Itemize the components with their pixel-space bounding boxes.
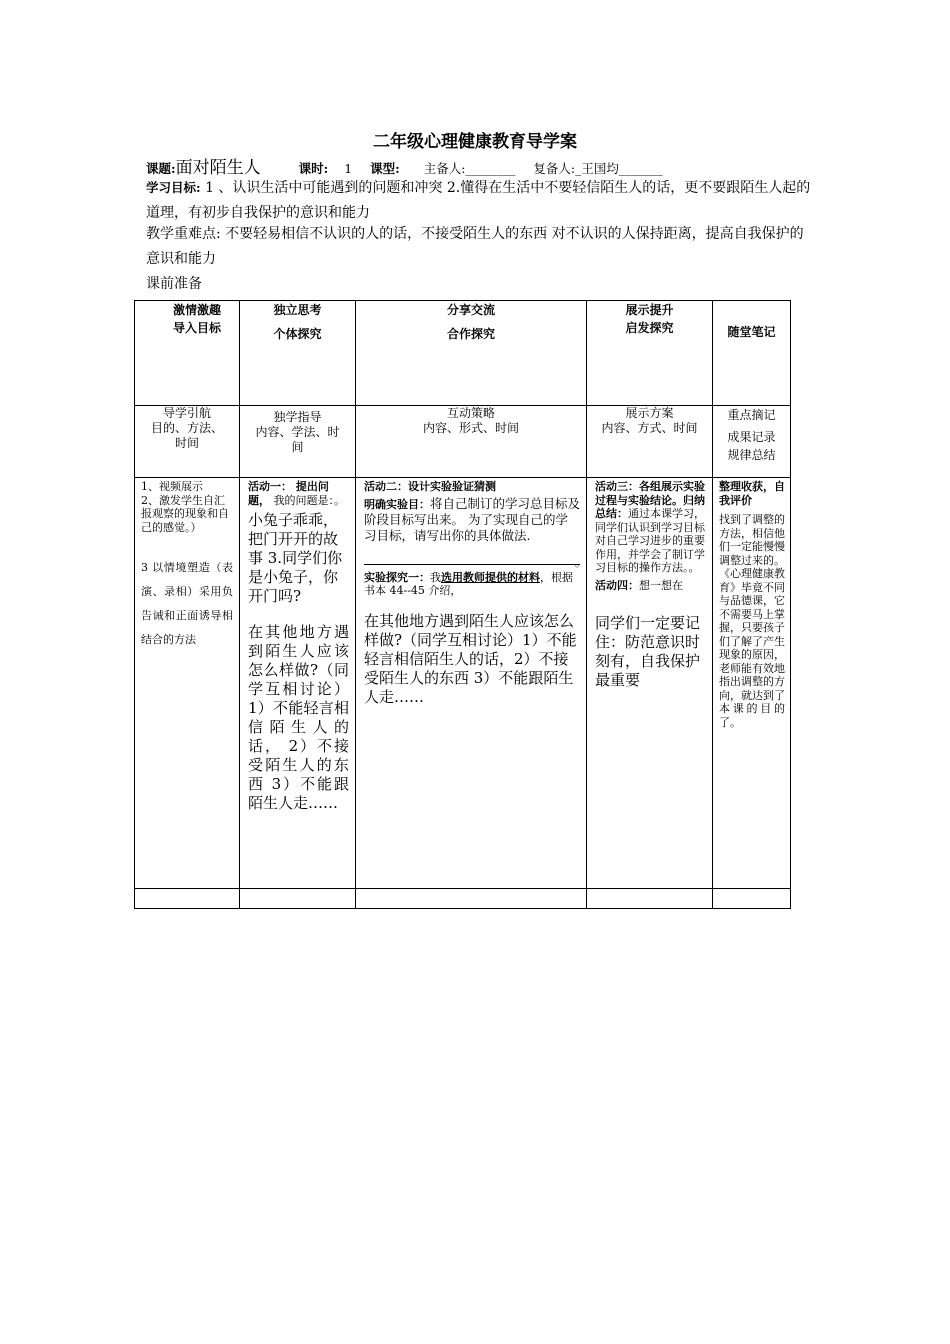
header-cell: 展示提升 启发探究 bbox=[587, 301, 713, 406]
goals-label: 学习目标: bbox=[146, 180, 201, 195]
footer-cell bbox=[135, 889, 240, 909]
discussion-text: 在其他地方遇到陌生人应该怎么样做?（同学互相讨论） 1）不能轻言相信陌生人的话， 2）不接受陌生人的东西 3）不能跟陌生人走…… bbox=[248, 623, 349, 812]
subheader-cell: 展示方案 内容、方式、时间 bbox=[587, 406, 713, 478]
explore-material: 选用教师提供的材料 bbox=[441, 570, 540, 584]
notes-text: 找到了调整的方法，相信他们一定能慢慢调整过来的。《心理健康教育》毕竟不同与品德课，它不需要马上掌握，只要孩子们了解了产生现象的原因，老师能有效地指出调整的方向，就达到了本课的目的了。 bbox=[719, 513, 785, 729]
content-row bbox=[135, 478, 791, 889]
header-row bbox=[135, 301, 791, 406]
footer-cell bbox=[587, 889, 713, 909]
subheader-cell: 独学指导 内容、学法、时 间 bbox=[240, 406, 356, 478]
activity-1-label: 活动一： 提出问题， bbox=[248, 480, 329, 507]
footer-cell bbox=[240, 889, 356, 909]
pre-class-prep: 课前准备 bbox=[146, 276, 202, 292]
type-label: 课型: bbox=[370, 161, 400, 176]
footer-cell bbox=[356, 889, 587, 909]
co-preparer: 复备人:_王国均_______ bbox=[533, 161, 663, 176]
activity-1-text: 我的问题是：。 bbox=[270, 493, 345, 507]
presentation-cell bbox=[587, 478, 713, 889]
lesson-plan-table bbox=[134, 300, 791, 909]
footer-row bbox=[135, 889, 791, 909]
page-title: 二年级心理健康教育导学案 bbox=[373, 132, 577, 152]
footer-cell bbox=[713, 889, 791, 909]
individual-cell bbox=[240, 478, 356, 889]
cooperative-cell: 活动二：设计实验验证猜测 明确实验目：将自己制订的学习总目标及阶段目标写出来。 为了实现自己的学习目标，请写出你的具体做法. 。 实验探究一：我选用教师提供的材料，根据书本 44--45 介绍， 在其他地方遇到陌生人应该怎么样做?（同学互相讨论）1）不能轻言相信陌生人的话，2）不接受陌生人的东西 3）不能跟陌生人走…… bbox=[356, 478, 587, 889]
goal-label: 明确实验目： bbox=[364, 497, 430, 511]
learning-goals bbox=[146, 175, 816, 226]
subheader-cell: 互动策略 内容、形式、时间 bbox=[356, 406, 587, 478]
preparer: 主备人:________ bbox=[423, 161, 516, 176]
header-cell: 随堂笔记 bbox=[713, 301, 791, 406]
activity-2-label: 活动二：设计实验验证猜测 bbox=[364, 480, 496, 493]
hours-value: 1 bbox=[344, 161, 353, 176]
notes-cell bbox=[713, 478, 791, 889]
header-cell: 独立思考 个体探究 bbox=[240, 301, 356, 406]
guide-cell bbox=[135, 478, 240, 889]
subheader-row bbox=[135, 406, 791, 478]
subheader-cell: 重点摘记 成果记录 规律总结 bbox=[713, 406, 791, 478]
goals-text: 1 、认识生活中可能遇到的问题和冲突 2.懂得在生活中不要轻信陌生人的话，更不要跟陌生人起的道理，有初步自我保护的意识和能力 bbox=[146, 180, 811, 221]
story-text: 小兔子乖乖，把门开开的故事 3.同学们你是小兔子，你开门吗? bbox=[248, 511, 343, 605]
discussion-text-2: 在其他地方遇到陌生人应该怎么样做?（同学互相讨论）1）不能轻言相信陌生人的话，2）不接受陌生人的东西 3）不能跟陌生人走…… bbox=[364, 611, 577, 706]
activity-4-label: 活动四： bbox=[595, 578, 639, 592]
remember-text: 同学们一定要记住：防范意识时刻有，自我保护最重要 bbox=[595, 614, 701, 689]
notes-label: 整理收获，自我评价 bbox=[719, 480, 785, 507]
guide-item-1: 1、视频展示 bbox=[141, 480, 203, 493]
topic-label: 课题: bbox=[146, 161, 176, 176]
answer-line: 。 bbox=[364, 560, 580, 565]
key-difficulty: 教学重难点: 不要轻易相信不认识的人的话，不接受陌生人的东西 对不认识的人保持距离，提高自我保护的意识和能力 bbox=[146, 226, 804, 267]
guide-item-2: 2、激发学生自汇报观察的现象和自己的感觉。） bbox=[141, 493, 229, 534]
goal-text: 将自己制订的学习总目标及阶段目标写出来。 为了实现自己的学习目标，请写出你的具体做法. bbox=[364, 495, 581, 543]
topic-value: 面对陌生人 bbox=[175, 158, 261, 178]
header-cell: 激情激趣 导入目标 bbox=[135, 301, 240, 406]
explore-label: 实验探究一： bbox=[364, 570, 430, 584]
header-cell: 分享交流 合作探究 bbox=[356, 301, 587, 406]
activity-3-text: 通过本课学习，同学们认识到学习目标对自己学习进步的重要作用，并学会了制订学习目标的操作方法。。 bbox=[595, 507, 705, 574]
activity-4-text: 想一想在 bbox=[639, 578, 683, 592]
subheader-cell: 导学引航 目的、方法、 时间 bbox=[135, 406, 240, 478]
guide-item-3: 3 以情境塑造（表演、录相）采用负告诫和正面诱导相结合的方法 bbox=[141, 561, 233, 646]
hours-label: 课时: bbox=[298, 161, 329, 176]
activity-3-label: 活动三：各组展示实验过程与实验结论。归纳总结： bbox=[595, 480, 705, 520]
